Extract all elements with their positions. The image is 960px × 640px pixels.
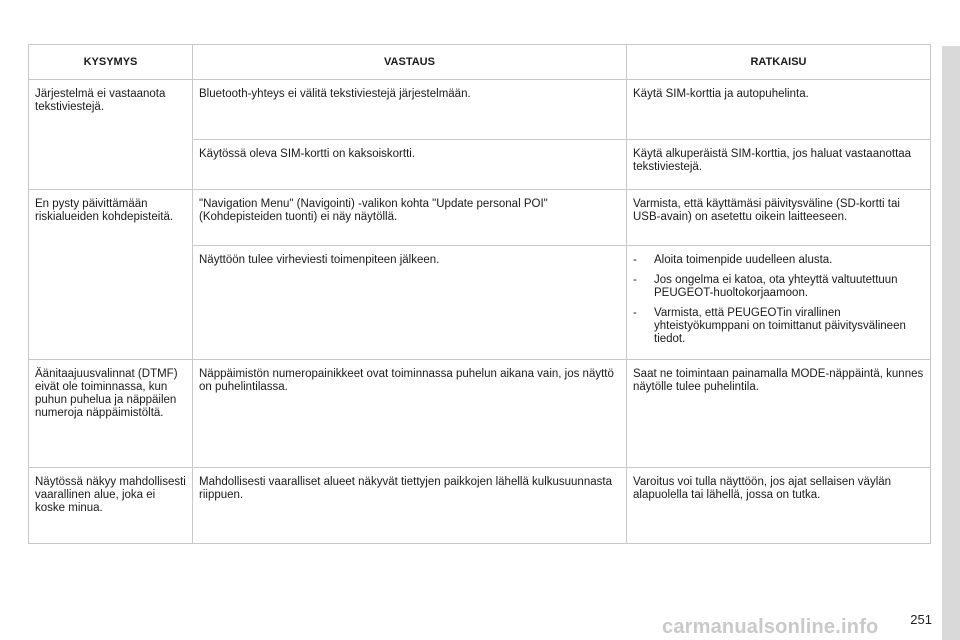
page-number: 251 xyxy=(910,612,932,627)
question-cell: Näytössä näkyy mahdollisesti vaarallinen alue, joka ei koske minua. xyxy=(29,468,193,544)
solution-cell xyxy=(627,246,931,360)
table-row xyxy=(29,190,931,246)
header-solution: RATKAISU xyxy=(627,45,931,80)
troubleshooting-table xyxy=(28,44,931,544)
answer-cell: Näyttöön tulee virheviesti toimenpiteen jälkeen. xyxy=(193,246,627,360)
watermark-text: carmanualsonline.info xyxy=(662,616,879,638)
solution-list xyxy=(633,254,924,346)
solution-cell: Saat ne toimintaan painamalla MODE-näppäintä, kunnes näytölle tulee puhelintila. xyxy=(627,360,931,468)
table-row xyxy=(29,468,931,544)
solution-cell: Varoitus voi tulla näyttöön, jos ajat sellaisen väylän alapuolella tai lähellä, jossa on tutka. xyxy=(627,468,931,544)
answer-cell: Näppäimistön numeropainikkeet ovat toiminnassa puhelun aikana vain, jos näyttö on puhelintilassa. xyxy=(193,360,627,468)
table-row xyxy=(29,360,931,468)
header-question: KYSYMYS xyxy=(29,45,193,80)
solution-cell: Käytä SIM-korttia ja autopuhelinta. xyxy=(627,80,931,140)
list-item: - Jos ongelma ei katoa, ota yhteyttä valtuutettuun PEUGEOT-huoltokorjaamoon. xyxy=(633,274,924,300)
question-cell: Järjestelmä ei vastaanota tekstiviestejä. xyxy=(29,80,193,190)
header-answer: VASTAUS xyxy=(193,45,627,80)
answer-cell: "Navigation Menu" (Navigointi) -valikon kohta "Update personal POI" (Kohdepisteiden tuonti) ei näy näytöllä. xyxy=(193,190,627,246)
header-row xyxy=(29,45,931,80)
list-item: - Aloita toimenpide uudelleen alusta. xyxy=(633,254,924,267)
answer-cell: Käytössä oleva SIM-kortti on kaksoiskortti. xyxy=(193,140,627,190)
table-row xyxy=(29,80,931,140)
solution-cell: Käytä alkuperäistä SIM-korttia, jos haluat vastaanottaa tekstiviestejä. xyxy=(627,140,931,190)
solution-cell: Varmista, että käyttämäsi päivitysväline (SD-kortti tai USB-avain) on asetettu oikein laitteeseen. xyxy=(627,190,931,246)
answer-cell: Bluetooth-yhteys ei välitä tekstiviestejä järjestelmään. xyxy=(193,80,627,140)
question-cell: En pysty päivittämään riskialueiden kohdepisteitä. xyxy=(29,190,193,360)
answer-cell: Mahdollisesti vaaralliset alueet näkyvät tiettyjen paikkojen lähellä kulkusuunnasta riippuen. xyxy=(193,468,627,544)
page-side-tab xyxy=(942,46,960,640)
question-cell: Äänitaajuusvalinnat (DTMF) eivät ole toiminnassa, kun puhun puhelua ja näppäilen numeroja näppäimistöltä. xyxy=(29,360,193,468)
list-item: - Varmista, että PEUGEOTin virallinen yhteistyökumppani on toimittanut päivitysvälineen tiedot. xyxy=(633,307,924,346)
